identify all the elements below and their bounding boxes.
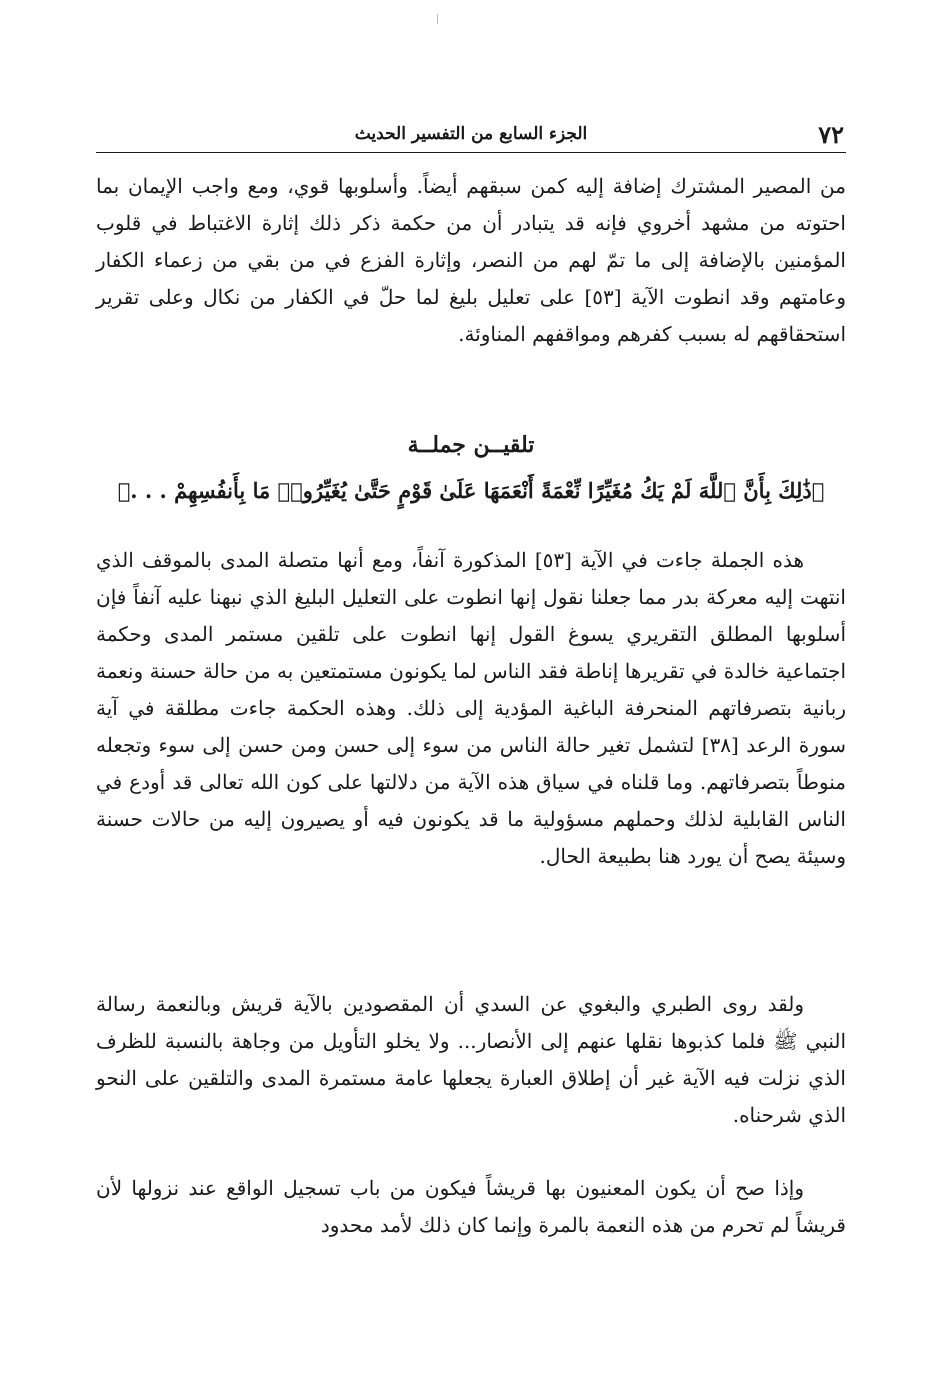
header-divider <box>96 152 846 153</box>
paragraph-2: هذه الجملة جاءت في الآية [٥٣] المذكورة آنفاً، ومع أنها متصلة المدى بالموقف الذي انتهت إليه معركة بدر مما جعلنا نقول إنها انطوت على التعليل البليغ الذي نبهنا عليه آنفاً فإن أسلوبها المطلق التقريري يسوغ القول إنها انطوت على تلقين مستمر المدى وحكمة اجتماعية خالدة في تقريرها إناطة فقد الناس لما يكونون مستمتعين به من حالة حسنة ونعمة ربانية بتصرفاتهم المنحرفة الباغية المؤدية إلى ذلك. وهذه الحكمة جاءت مطلقة في آية سورة الرعد [٣٨] لتشمل تغير حالة الناس من سوء إلى حسن ومن حسن إلى سوء وتجعله منوطاً بتصرفاتهم. وما قلناه في سياق هذه الآية من دلالتها على كون الله تعالى قد أودع في الناس القابلية لذلك وحملهم مسؤولية ما قد يكونون فيه أو يصيرون إليه من حالات حسنة وسيئة يصح أن يورد هنا بطبيعة الحال. <box>96 548 846 868</box>
paragraph-3: ولقد روى الطبري والبغوي عن السدي أن المقصودين بالآية قريش وبالنعمة رسالة النبي ﷺ فلما كذبوها نقلها عنهم إلى الأنصار... ولا يخلو التأويل من وجاهة بالنسبة للظرف الذي نزلت فيه الآية غير أن إطلاق العبارة يجعلها عامة مستمرة المدى والتلقين على النحو الذي شرحناه. <box>96 992 847 1127</box>
paragraph-4: وإذا صح أن يكون المعنيون بها قريشاً فيكون من باب تسجيل الواقع عند نزولها لأن قريشاً لم تحرم من هذه النعمة بالمرة وإنما كان ذلك لأمد محدود <box>96 1176 846 1237</box>
page-header <box>96 118 846 154</box>
section-title: تلقيــن جملــة <box>407 432 535 458</box>
quran-verse: ﴿ذَٰلِكَ بِأَنَّ ٱللَّهَ لَمْ يَكُ مُغَيِّرًا نِّعْمَةً أَنْعَمَهَا عَلَىٰ قَوْمٍ حَتَّىٰ يُغَيِّرُوا۟ مَا بِأَنفُسِهِمْ . . .﴾ <box>117 478 825 503</box>
page-number: ٧٢ <box>818 120 844 149</box>
paragraph-1: من المصير المشترك إضافة إليه كمن سبقهم أيضاً. وأسلوبها قوي، ومع واجب الإيمان بما احتوته من مشهد أخروي فإنه قد يتبادر أن من حكمة ذكر ذلك إثارة الاغتباط في قلوب المؤمنين بالإضافة إلى ما تمّ لهم من النصر، وإثارة الفزع في من بقي من زعماء الكفار وعامتهم وقد انطوت الآية [٥٣] على تعليل بليغ لما حلّ في الكفار من نكال وعلى تقرير استحقاقهم له بسبب كفرهم ومواقفهم المناوئة. <box>96 174 847 346</box>
running-title: الجزء السابع من التفسير الحديث <box>354 124 588 144</box>
scan-mark <box>437 14 438 24</box>
